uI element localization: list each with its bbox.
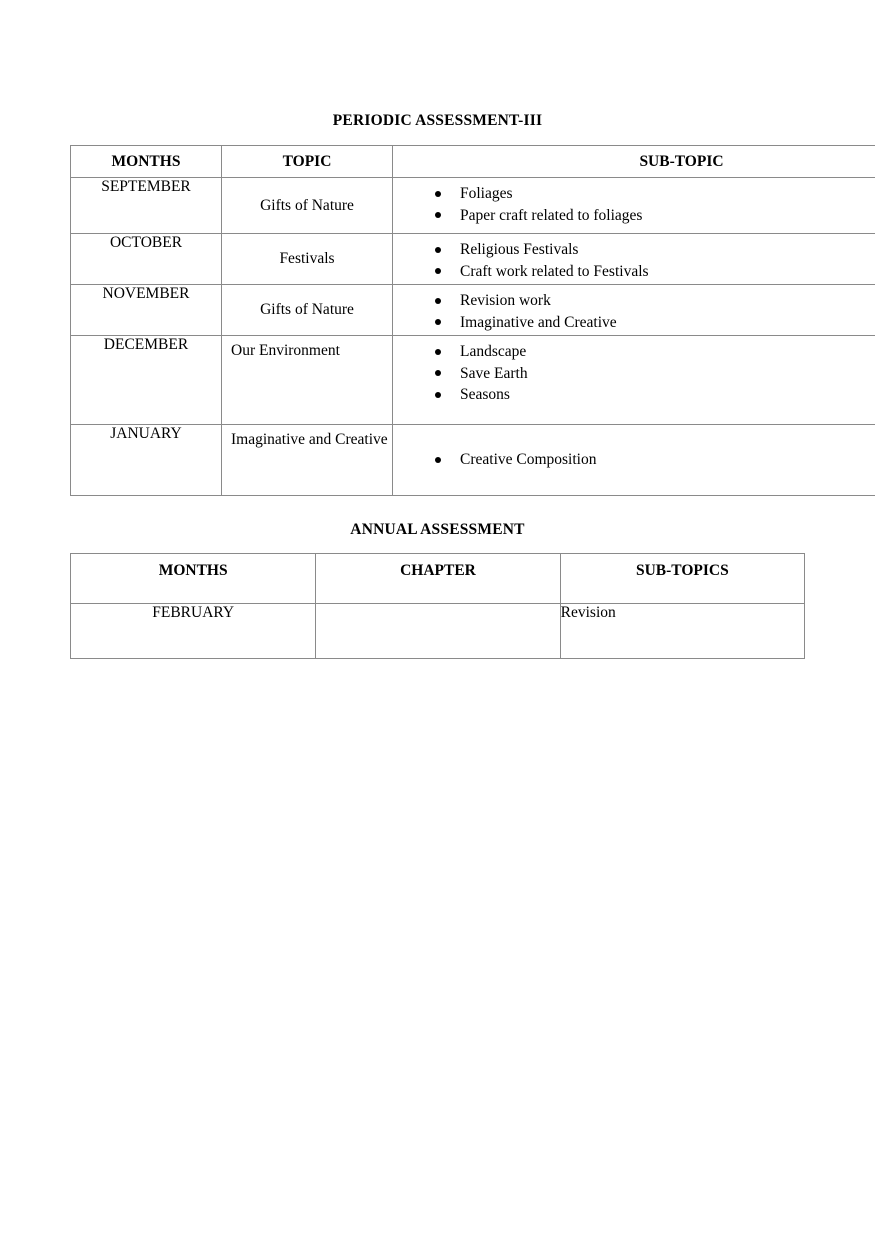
list-item xyxy=(393,261,875,283)
list-item xyxy=(393,341,875,363)
column-header-months: MONTHS xyxy=(71,146,222,178)
cell-subtopic-december xyxy=(393,336,875,425)
bullet-icon xyxy=(435,247,441,253)
cell-month-september: SEPTEMBER xyxy=(71,178,222,234)
cell-subtopic-january xyxy=(393,425,875,496)
subtopic-list xyxy=(393,336,875,406)
cell-subtopic-october xyxy=(393,234,875,285)
subtopic-list xyxy=(393,178,875,226)
bullet-icon xyxy=(435,319,441,325)
list-item xyxy=(393,363,875,385)
cell-month-february: FEBRUARY xyxy=(71,604,316,659)
bullet-icon xyxy=(435,457,441,463)
list-item-label: Craft work related to Festivals xyxy=(460,262,649,280)
cell-subtopic-september xyxy=(393,178,875,234)
bullet-icon xyxy=(435,212,441,218)
cell-chapter-february xyxy=(316,604,560,659)
bullet-icon xyxy=(435,392,441,398)
cell-topic-november: Gifts of Nature xyxy=(222,285,393,336)
cell-month-november: NOVEMBER xyxy=(71,285,222,336)
cell-topic-october: Festivals xyxy=(222,234,393,285)
cell-topic-january: Imaginative and Creative xyxy=(222,425,393,496)
column-header-subtopic: SUB-TOPIC xyxy=(393,146,875,178)
list-item-label: Paper craft related to foliages xyxy=(460,206,643,224)
list-item xyxy=(393,312,875,334)
table-row xyxy=(71,178,875,234)
annual-assessment-table xyxy=(70,553,805,659)
list-item xyxy=(393,290,875,312)
list-item-label: Imaginative and Creative xyxy=(460,313,617,331)
cell-topic-september: Gifts of Nature xyxy=(222,178,393,234)
table-row xyxy=(71,425,875,496)
bullet-icon xyxy=(435,370,441,376)
list-item xyxy=(393,239,875,261)
periodic-assessment-title: PERIODIC ASSESSMENT-III xyxy=(332,112,543,129)
table-row xyxy=(71,234,875,285)
list-item-label: Landscape xyxy=(460,343,527,360)
cell-month-january: JANUARY xyxy=(71,425,222,496)
annual-assessment-title: ANNUAL ASSESSMENT xyxy=(350,521,525,538)
subtopic-list xyxy=(393,449,875,471)
periodic-assessment-table xyxy=(70,145,875,496)
column-header-subtopics: SUB-TOPICS xyxy=(560,554,804,604)
table-header-row xyxy=(71,554,805,604)
list-item xyxy=(393,449,875,471)
bullet-icon xyxy=(435,268,441,274)
cell-subtopics-february: Revision xyxy=(560,604,804,659)
bullet-icon xyxy=(435,349,441,355)
list-item-label: Foliages xyxy=(460,185,513,202)
list-item-label: Religious Festivals xyxy=(460,241,579,258)
table-row xyxy=(71,336,875,425)
table-header-row xyxy=(71,146,875,178)
list-item xyxy=(393,183,875,205)
subtopic-list xyxy=(393,285,875,333)
cell-subtopic-november xyxy=(393,285,875,336)
table-row xyxy=(71,604,805,659)
list-item-label: Revision work xyxy=(460,292,551,309)
column-header-months: MONTHS xyxy=(71,554,316,604)
list-item xyxy=(393,384,875,406)
column-header-chapter: CHAPTER xyxy=(316,554,560,604)
column-header-topic: TOPIC xyxy=(222,146,393,178)
list-item-label: Seasons xyxy=(460,386,510,403)
list-item-label: Creative Composition xyxy=(460,451,597,469)
cell-month-december: DECEMBER xyxy=(71,336,222,425)
cell-month-october: OCTOBER xyxy=(71,234,222,285)
bullet-icon xyxy=(435,298,441,304)
subtopic-list xyxy=(393,234,875,282)
list-item-label: Save Earth xyxy=(460,364,528,382)
list-item xyxy=(393,205,875,227)
cell-topic-december: Our Environment xyxy=(222,336,393,425)
table-row xyxy=(71,285,875,336)
bullet-icon xyxy=(435,191,441,197)
